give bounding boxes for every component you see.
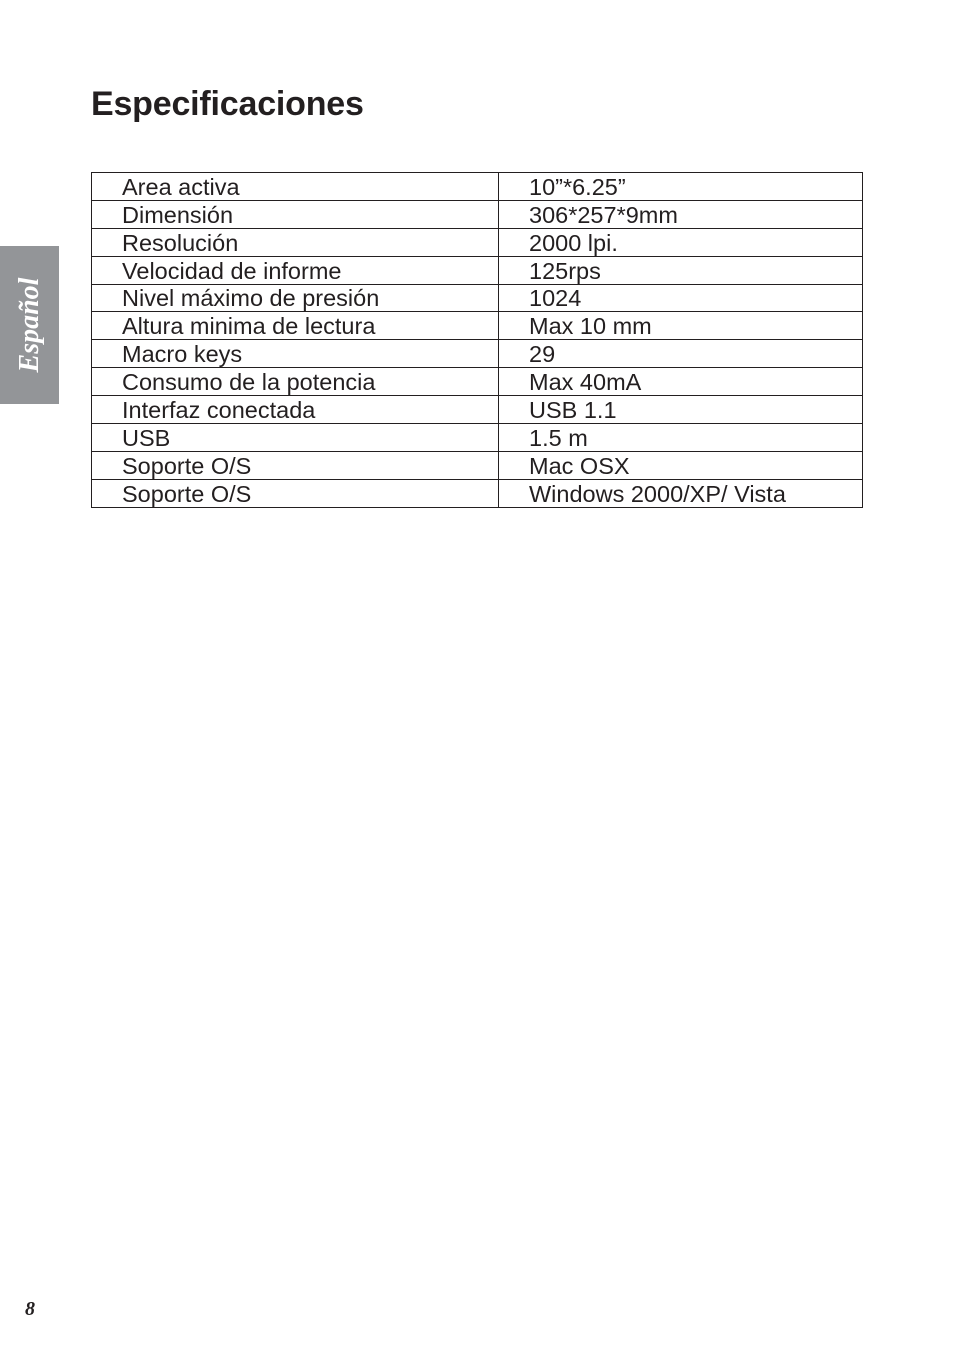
table-row [92, 256, 863, 284]
table-row [92, 424, 863, 452]
specifications-table [91, 172, 863, 508]
spec-label: Altura minima de lectura [92, 312, 499, 340]
spec-label: Velocidad de informe [92, 256, 499, 284]
spec-value: USB 1.1 [499, 396, 863, 424]
page-number: 8 [25, 1298, 35, 1320]
spec-value: 1024 [499, 284, 863, 312]
spec-value: Mac OSX [499, 451, 863, 479]
spec-value: 306*257*9mm [499, 200, 863, 228]
spec-label: Soporte O/S [92, 479, 499, 507]
spec-value: 10”*6.25” [499, 173, 863, 201]
spec-value: 29 [499, 340, 863, 368]
spec-label: Consumo de la potencia [92, 368, 499, 396]
spec-label: USB [92, 424, 499, 452]
language-side-tab [0, 246, 59, 404]
spec-value: 1.5 m [499, 424, 863, 452]
spec-label: Resolución [92, 228, 499, 256]
table-row [92, 173, 863, 201]
spec-label: Area activa [92, 173, 499, 201]
spec-label: Interfaz conectada [92, 396, 499, 424]
table-row [92, 200, 863, 228]
spec-value: 2000 lpi. [499, 228, 863, 256]
table-row [92, 368, 863, 396]
spec-label: Soporte O/S [92, 451, 499, 479]
table-row [92, 284, 863, 312]
table-row [92, 312, 863, 340]
spec-value: Max 10 mm [499, 312, 863, 340]
spec-label: Dimensión [92, 200, 499, 228]
spec-label: Macro keys [92, 340, 499, 368]
table-row [92, 451, 863, 479]
spec-label: Nivel máximo de presión [92, 284, 499, 312]
spec-value: 125rps [499, 256, 863, 284]
spec-value: Windows 2000/XP/ Vista [499, 479, 863, 507]
table-row [92, 396, 863, 424]
table-row [92, 228, 863, 256]
table-row [92, 479, 863, 507]
page-title: Especificaciones [91, 85, 364, 123]
table-row [92, 340, 863, 368]
language-tab-label: Español [13, 277, 45, 373]
spec-value: Max 40mA [499, 368, 863, 396]
